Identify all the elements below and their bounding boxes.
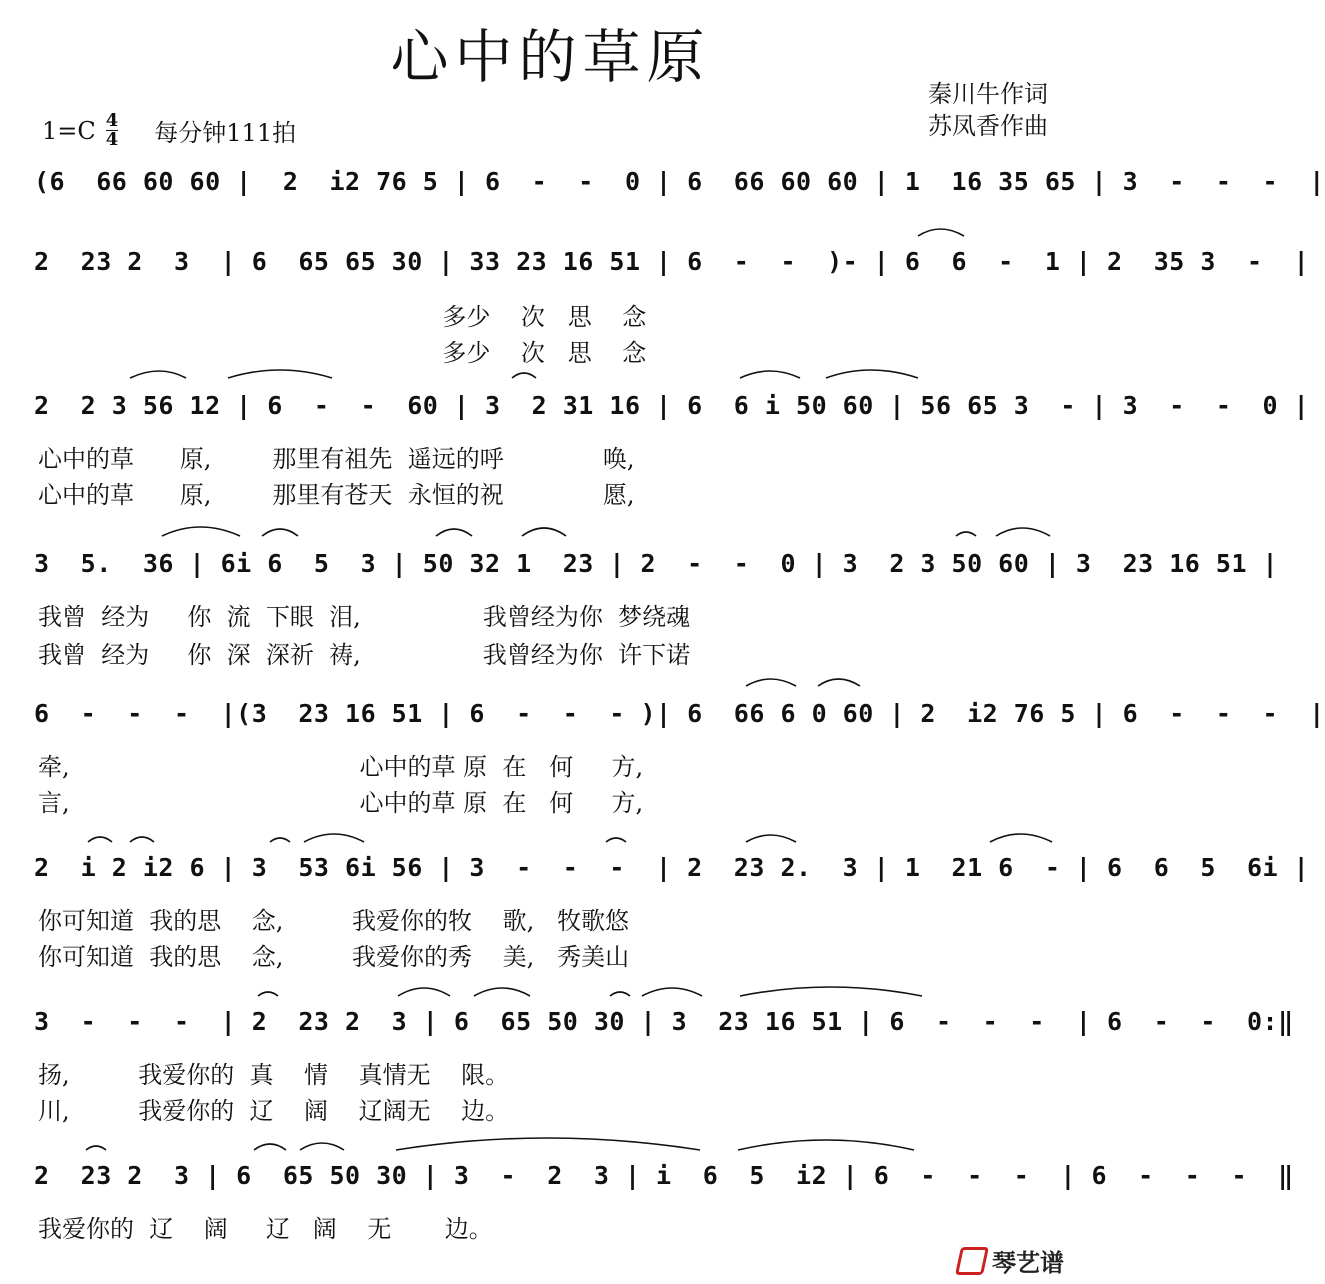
notation-row-2: 2 23 2 3 | 6 65 65 30 | 33 23 16 51 | 6 - - )- | 6 6 - 1 | 2 35 3 - | — [34, 247, 1310, 276]
lyric-row-2-verse-1: 多少 次 思 念 — [38, 303, 647, 331]
notation-row-7: 3 - - - | 2 23 2 3 | 6 65 50 30 | 3 23 16 51 | 6 - - - | 6 - - 0:‖ — [34, 1007, 1294, 1036]
key-label: 1=C — [42, 116, 96, 145]
lyric-row-8-verse-1: 我爱你的 辽 阔 辽 阔 无 边。 — [38, 1215, 493, 1243]
lyricist-credit: 秦川牛作词 — [928, 80, 1048, 108]
watermark-text: 琴艺谱 — [992, 1249, 1064, 1277]
notation-row-8: 2 23 2 3 | 6 65 50 30 | 3 - 2 3 | i 6 5 i2 | 6 - - - | 6 - - - ‖ — [34, 1161, 1294, 1190]
lyric-row-7-verse-1: 扬, 我爱你的 真 情 真情无 限。 — [38, 1061, 510, 1089]
lyric-row-4-verse-1: 我曾 经为 你 流 下眼 泪, 我曾经为你 梦绕魂 — [38, 603, 691, 631]
lyric-row-3-verse-2: 心中的草 原, 那里有苍天 永恒的祝 愿, — [38, 481, 635, 509]
watermark-logo — [958, 1243, 1064, 1278]
lyric-row-6-verse-2: 你可知道 我的思 念, 我爱你的秀 美, 秀美山 — [38, 943, 630, 971]
notation-row-6: 2 i 2 i2 6 | 3 53 6i 56 | 3 - - - | 2 23 2. 3 | 1 21 6 - | 6 6 5 6i | — [34, 853, 1310, 882]
time-denominator: 4 — [105, 129, 119, 150]
tempo-marking: 每分钟111拍 — [154, 119, 297, 147]
composer-credit: 苏凤香作曲 — [928, 112, 1048, 140]
notation-row-3: 2 2 3 56 12 | 6 - - 60 | 3 2 31 16 | 6 6 i 50 60 | 56 65 3 - | 3 - - 0 | — [34, 391, 1310, 420]
song-title: 心中的草原 — [390, 23, 711, 91]
notation-row-1: (6 66 60 60 | 2 i2 76 5 | 6 - - 0 | 6 66 60 60 | 1 16 35 65 | 3 - - - | — [34, 167, 1325, 196]
logo-icon — [955, 1247, 989, 1275]
lyric-row-4-verse-2: 我曾 经为 你 深 深祈 祷, 我曾经为你 许下诺 — [38, 641, 691, 669]
notation-row-4: 3 5. 36 | 6i 6 5 3 | 50 32 1 23 | 2 - - 0 | 3 2 3 50 60 | 3 23 16 51 | — [34, 549, 1279, 578]
lyric-row-5-verse-2: 言, 心中的草 原 在 何 方, — [38, 789, 644, 817]
lyric-row-2-verse-2: 多少 次 思 念 — [38, 339, 647, 367]
lyric-row-7-verse-2: 川, 我爱你的 辽 阔 辽阔无 边。 — [38, 1097, 510, 1125]
lyric-row-3-verse-1: 心中的草 原, 那里有祖先 遥远的呼 唤, — [38, 445, 635, 473]
notation-row-5: 6 - - - |(3 23 16 51 | 6 - - - )| 6 66 6 0 60 | 2 i2 76 5 | 6 - - - | — [34, 699, 1325, 728]
lyric-row-6-verse-1: 你可知道 我的思 念, 我爱你的牧 歌, 牧歌悠 — [38, 907, 630, 935]
lyric-row-5-verse-1: 牵, 心中的草 原 在 何 方, — [38, 753, 644, 781]
time-numerator: 4 — [105, 110, 119, 131]
